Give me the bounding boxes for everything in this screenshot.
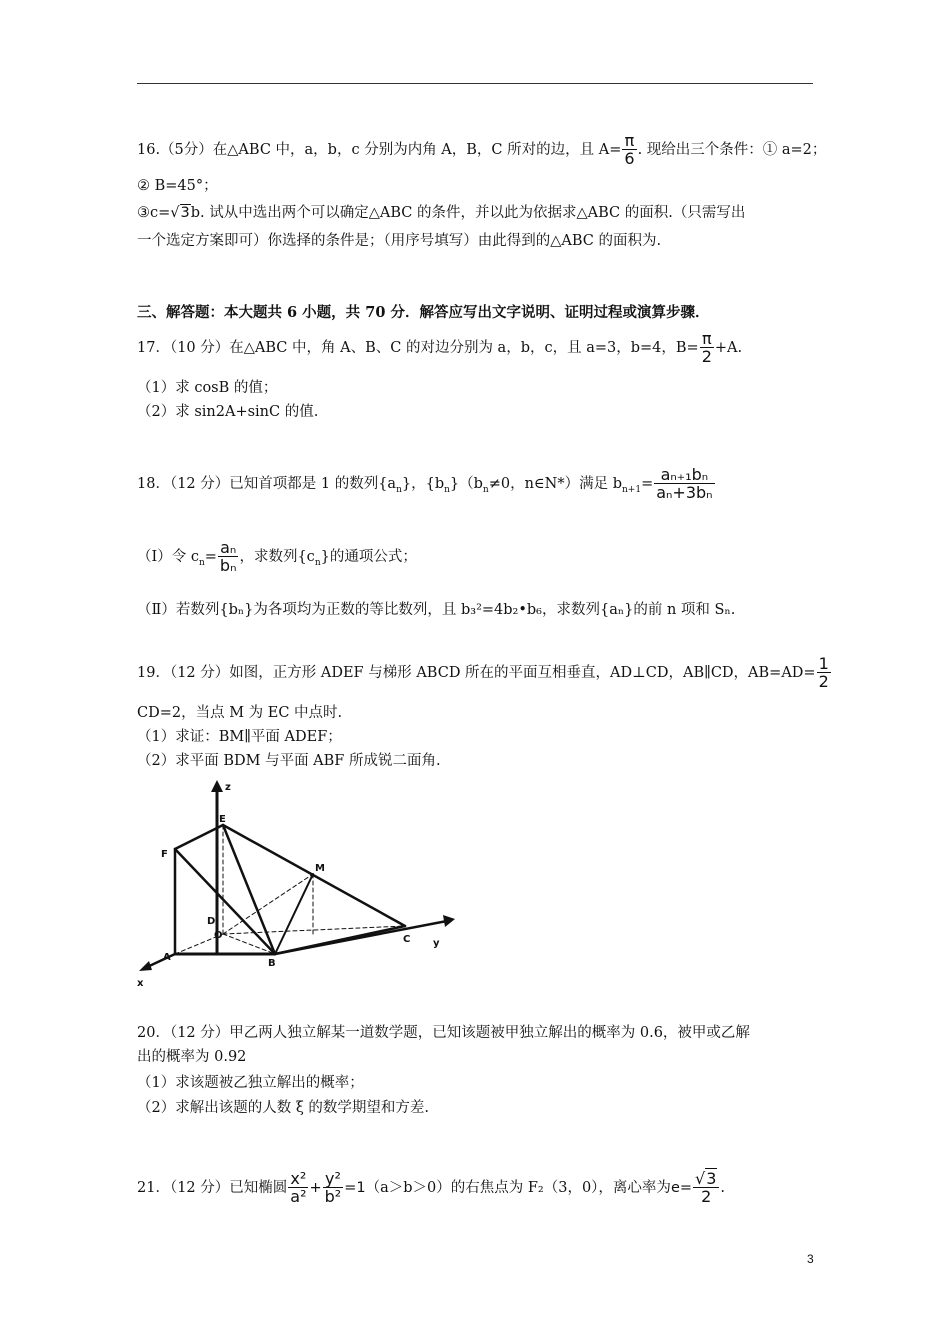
q20-line1: 20．（12 分）甲乙两人独立解某一道数学题，已知该题被甲独立解出的概率为 0.6，被甲或乙解 [137, 1025, 750, 1041]
q21-line1: 21．（12 分）已知椭圆 $\frac{\text{x²}}{\text{a²}}$ + $\frac{\text{y²}}{\text{b²}}$ =1（a＞b＞0）的右焦点为 F₂（3，0），离心率为e= $\frac{√3}{2}$ . [137, 1169, 726, 1206]
fraction-pi-over-6: $\frac{\pi}{6}$ [624, 131, 635, 168]
q16-line2: ② B=45°； [137, 178, 218, 194]
page-number: 3 [807, 1252, 814, 1266]
edge-EB [223, 825, 275, 954]
q17-line1: 17．（10 分）在△ABC 中，角 A、B、C 的对边分别为 a，b，c，且 a=3，b=4，B= $\frac{\pi}{2}$ +A. [137, 329, 743, 366]
fraction-sqrt3-over-2: $\frac{√3}{2}$ [693, 1171, 719, 1205]
sqrt-3: √3 [170, 205, 190, 221]
q20-part2: （2）求解出该题的人数 ξ 的数学期望和方差. [137, 1100, 430, 1116]
fraction-recurrence: $\frac{\text{aₙ₊₁bₙ}}{\text{aₙ+3bₙ}}$ [656, 465, 713, 502]
label-C: C [403, 934, 411, 945]
edge-BC [275, 926, 405, 954]
label-z: z [225, 782, 231, 793]
label-y: y [433, 938, 440, 949]
label-E: E [219, 814, 226, 825]
x-axis-arrow [139, 961, 152, 971]
y-axis-arrow [443, 915, 455, 927]
q19-part1: （1）求证：BM∥平面 ADEF； [137, 729, 342, 745]
label-F: F [161, 849, 168, 860]
section-3-heading: 三、解答题：本大题共 6 小题，共 70 分．解答应写出文字说明、证明过程或演算步骤． [137, 304, 710, 321]
geometry-figure [135, 776, 465, 991]
label-A: A [163, 952, 171, 963]
q18-line1: 18．（12 分）已知首项都是 1 的数列$\{a_n\}$，$\{b_n\}(b_n\ne 0$，n∈N*）满足 $b_{n+1}=$ $\frac{\text{aₙ₊₁bₙ}}{\text{aₙ+3bₙ}}$ [137, 465, 713, 502]
q19-line1: 19．（12 分）如图，正方形 ADEF 与梯形 ABCD 所在的平面互相垂直，AD⊥CD，AB∥CD，AB=AD= $\frac{1}{2}$ [137, 654, 829, 691]
edge-BM [275, 874, 313, 954]
fraction-pi-over-2: $\frac{\pi}{2}$ [701, 329, 712, 366]
fraction-an-over-bn: $\frac{\text{aₙ}}{\text{bₙ}}$ [219, 538, 237, 575]
label-O: O [214, 930, 223, 941]
q16-line4: 一个选定方案即可）你选择的条件是；（用序号填写）由此得到的△ABC 的面积为. [137, 233, 662, 249]
fraction-y2-over-b2: $\frac{\text{y²}}{\text{b²}}$ [324, 1169, 342, 1206]
label-B: B [268, 958, 276, 969]
q18-part2: （Ⅱ）若数列{bₙ}为各项均为正数的等比数列，且 b₃²=4b₂•b₆，求数列{aₙ}的前 n 项和 Sₙ. [137, 602, 736, 618]
q19-part2: （2）求平面 BDM 与平面 ABF 所成锐二面角. [137, 753, 441, 769]
q20-part1: （1）求该题被乙独立解出的概率； [137, 1075, 364, 1091]
label-D: D [207, 916, 216, 927]
q16-line3: ③c=√3b. 试从中选出两个可以确定△ABC 的条件，并以此为依据求△ABC 的面积.（只需写出 [137, 205, 746, 221]
q20-line2: 出的概率为 0.92 [137, 1049, 247, 1065]
label-M: M [315, 863, 325, 874]
q18-part1: （Ⅰ）令 $c_n=$ $\frac{\text{aₙ}}{\text{bₙ}}$ ，求数列$\{c_n\}$的通项公式； [137, 538, 417, 575]
edge-FB [175, 849, 275, 954]
q19-line2: CD=2，当点 M 为 EC 中点时. [137, 705, 343, 721]
edge-EC [223, 825, 405, 926]
label-x: x [137, 978, 144, 989]
fraction-1-over-2: $\frac{1}{2}$ [818, 654, 829, 691]
q17-part1: （1）求 cosB 的值； [137, 380, 278, 396]
q16-line1: 16.（5分）在△ABC 中，a，b，c 分别为内角 A，B，C 所对的边，且 A= $\frac{\pi}{6}$ . 现给出三个条件：① a=2； [137, 131, 827, 168]
q17-part2: （2）求 sin2A+sinC 的值. [137, 404, 319, 420]
header-rule [137, 83, 813, 84]
z-axis-arrow [211, 780, 223, 792]
fraction-x2-over-a2: $\frac{\text{x²}}{\text{a²}}$ [290, 1169, 307, 1206]
